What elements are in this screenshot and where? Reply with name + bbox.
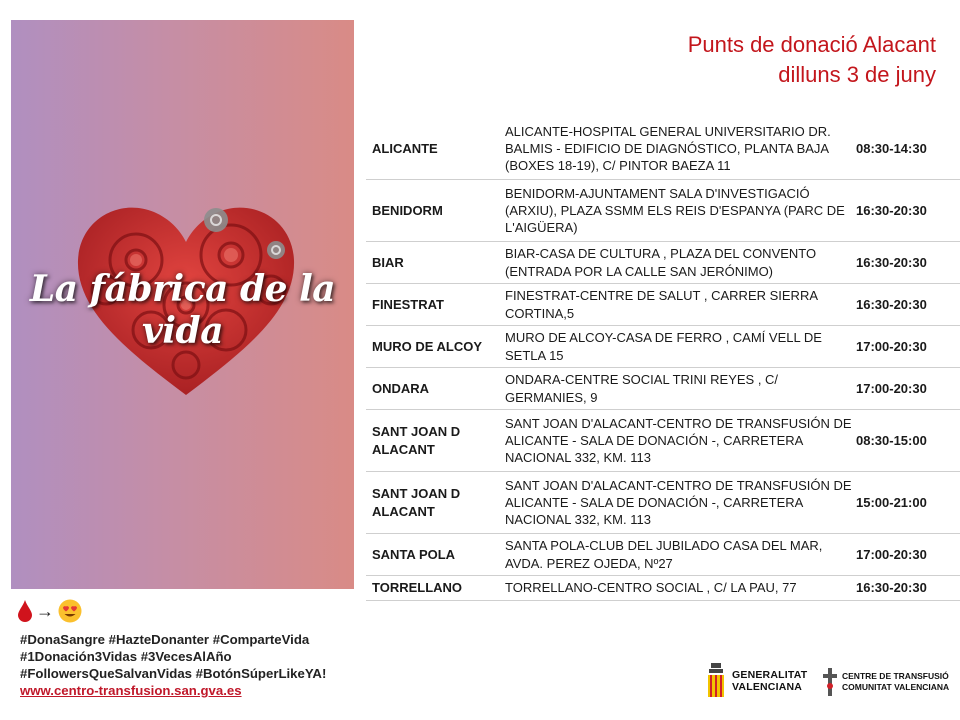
city-cell: BIAR xyxy=(366,242,503,284)
table-row xyxy=(366,534,960,576)
heading-title: Punts de donació Alacant xyxy=(687,32,936,57)
heart-eyes-smiley-icon xyxy=(58,599,82,623)
campaign-poster xyxy=(11,20,354,589)
table-row xyxy=(366,180,960,242)
donation-points-table xyxy=(366,118,960,601)
heading-date: dilluns 3 de juny xyxy=(778,62,936,87)
poster-title: La fábrica de la vida xyxy=(29,268,336,352)
generalitat-emblem-icon xyxy=(706,663,726,699)
time-cell: 16:30-20:30 xyxy=(853,284,960,326)
address-cell: ONDARA-CENTRE SOCIAL TRINI REYES , C/ GERMANIES, 9 xyxy=(503,368,853,410)
table-row xyxy=(366,284,960,326)
city-cell: SANT JOAN D ALACANT xyxy=(366,472,503,534)
address-cell: ALICANTE-HOSPITAL GENERAL UNIVERSITARIO DR. BALMIS - EDIFICIO DE DIAGNÓSTICO, PLANTA BAJA (BOXES 18-19), C/ PINTOR BAEZA 11 xyxy=(503,118,853,180)
table-row xyxy=(366,368,960,410)
time-cell: 08:30-14:30 xyxy=(853,118,960,180)
centre-transfusio-line2: COMUNITAT VALENCIANA xyxy=(842,682,950,692)
time-cell: 17:00-20:30 xyxy=(853,534,960,576)
address-cell: SANTA POLA-CLUB DEL JUBILADO CASA DEL MAR, AVDA. PEREZ OJEDA, Nº27 xyxy=(503,534,853,576)
city-cell: FINESTRAT xyxy=(366,284,503,326)
city-cell: SANT JOAN D ALACANT xyxy=(366,410,503,472)
table-row xyxy=(366,118,960,180)
city-cell: ALICANTE xyxy=(366,118,503,180)
table-row xyxy=(366,326,960,368)
generalitat-line1: GENERALITAT xyxy=(732,669,808,681)
city-cell: ONDARA xyxy=(366,368,503,410)
table-row xyxy=(366,410,960,472)
time-cell: 17:00-20:30 xyxy=(853,368,960,410)
city-cell: TORRELLANO xyxy=(366,576,503,601)
time-cell: 08:30-15:00 xyxy=(853,410,960,472)
table-row xyxy=(366,242,960,284)
time-cell: 16:30-20:30 xyxy=(853,242,960,284)
hashtag-line: #DonaSangre #HazteDonanter #ComparteVida xyxy=(20,632,310,647)
generalitat-logo xyxy=(706,663,807,699)
hashtag-line: #1Donación3Vidas #3VecesAlAño xyxy=(20,649,232,664)
time-cell: 16:30-20:30 xyxy=(853,576,960,601)
address-cell: BIAR-CASA DE CULTURA , PLAZA DEL CONVENTO (ENTRADA POR LA CALLE SAN JERÓNIMO) xyxy=(503,242,853,284)
page-heading xyxy=(688,30,936,90)
table-row xyxy=(366,472,960,534)
address-cell: FINESTRAT-CENTRE DE SALUT , CARRER SIERRA CORTINA,5 xyxy=(503,284,853,326)
centre-transfusio-emblem-icon xyxy=(822,666,838,698)
hashtag-line: #FollowersQueSalvanVidas #BotónSúperLikeYA! xyxy=(20,666,327,681)
centre-transfusio-logo xyxy=(822,666,949,698)
centre-transfusio-line1: CENTRE DE TRANSFUSIÓ xyxy=(842,671,949,681)
emoji-row xyxy=(18,598,82,624)
address-cell: TORRELLANO-CENTRO SOCIAL , C/ LA PAU, 77 xyxy=(503,576,853,601)
address-cell: BENIDORM-AJUNTAMENT SALA D'INVESTIGACIÓ (ARXIU), PLAZA SSMM ELS REIS D'ESPANYA (PARC DE L'AIGÜERA) xyxy=(503,180,853,242)
address-cell: MURO DE ALCOY-CASA DE FERRO , CAMÍ VELL DE SETLA 15 xyxy=(503,326,853,368)
generalitat-line2: VALENCIANA xyxy=(732,681,803,693)
address-cell: SANT JOAN D'ALACANT-CENTRO DE TRANSFUSIÓN DE ALICANTE - SALA DE DONACIÓN -, CARRETERA NACIONAL 332, KM. 113 xyxy=(503,410,853,472)
city-cell: SANTA POLA xyxy=(366,534,503,576)
city-cell: BENIDORM xyxy=(366,180,503,242)
arrow-right-icon: → xyxy=(36,600,54,621)
address-cell: SANT JOAN D'ALACANT-CENTRO DE TRANSFUSIÓN DE ALICANTE - SALA DE DONACIÓN -, CARRETERA NACIONAL 332, KM. 113 xyxy=(503,472,853,534)
time-cell: 16:30-20:30 xyxy=(853,180,960,242)
time-cell: 17:00-20:30 xyxy=(853,326,960,368)
website-link[interactable]: www.centro-transfusion.san.gva.es xyxy=(20,683,242,698)
table-row xyxy=(366,576,960,601)
time-cell: 15:00-21:00 xyxy=(853,472,960,534)
city-cell: MURO DE ALCOY xyxy=(366,326,503,368)
blood-drop-icon xyxy=(18,600,32,622)
hashtags-block xyxy=(20,631,360,699)
